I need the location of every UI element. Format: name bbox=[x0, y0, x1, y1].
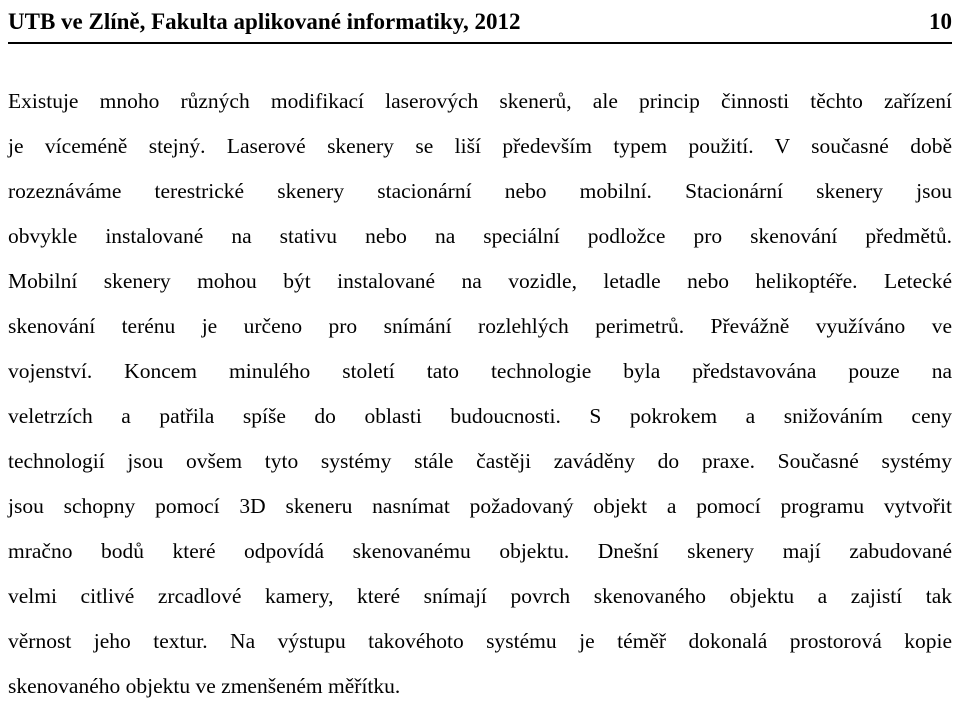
paragraph-line: je víceméně stejný. Laserové skenery se liší především typem použití. V současné době bbox=[8, 134, 952, 158]
paragraph-line: věrnost jeho textur. Na výstupu takovéhoto systému je téměř dokonalá prostorová kopie bbox=[8, 629, 952, 653]
paragraph-line: obvykle instalované na stativu nebo na speciální podložce pro skenování předmětů. bbox=[8, 224, 952, 248]
paragraph-line: Mobilní skenery mohou být instalované na vozidle, letadle nebo helikoptéře. Letecké bbox=[8, 269, 952, 293]
paragraph-line: technologií jsou ovšem tyto systémy stále častěji zaváděny do praxe. Současné systémy bbox=[8, 449, 952, 473]
paragraph-line: vojenství. Koncem minulého století tato technologie byla představována pouze na bbox=[8, 359, 952, 383]
paragraph-line: rozeznáváme terestrické skenery stacionární nebo mobilní. Stacionární skenery jsou bbox=[8, 179, 952, 203]
header-divider bbox=[8, 42, 952, 44]
paragraph-line: velmi citlivé zrcadlové kamery, které snímají povrch skenovaného objektu a zajistí tak bbox=[8, 584, 952, 608]
paragraph-line: jsou schopny pomocí 3D skeneru nasnímat požadovaný objekt a pomocí programu vytvořit bbox=[8, 494, 952, 518]
page-number: 10 bbox=[929, 9, 952, 34]
paragraph-line: Existuje mnoho různých modifikací laserových skenerů, ale princip činnosti těchto zařízení bbox=[8, 89, 952, 113]
header-title: UTB ve Zlíně, Fakulta aplikované informatiky, 2012 bbox=[8, 9, 521, 34]
paragraph-line: skenování terénu je určeno pro snímání rozlehlých perimetrů. Převážně využíváno ve bbox=[8, 314, 952, 338]
body-paragraph bbox=[8, 79, 952, 709]
paragraph-line: veletrzích a patřila spíše do oblasti budoucnosti. S pokrokem a snižováním ceny bbox=[8, 404, 952, 428]
paragraph-line: skenovaného objektu ve zmenšeném měřítku. bbox=[8, 674, 401, 698]
page-header bbox=[8, 2, 952, 42]
paragraph-line: mračno bodů které odpovídá skenovanému objektu. Dnešní skenery mají zabudované bbox=[8, 539, 952, 563]
